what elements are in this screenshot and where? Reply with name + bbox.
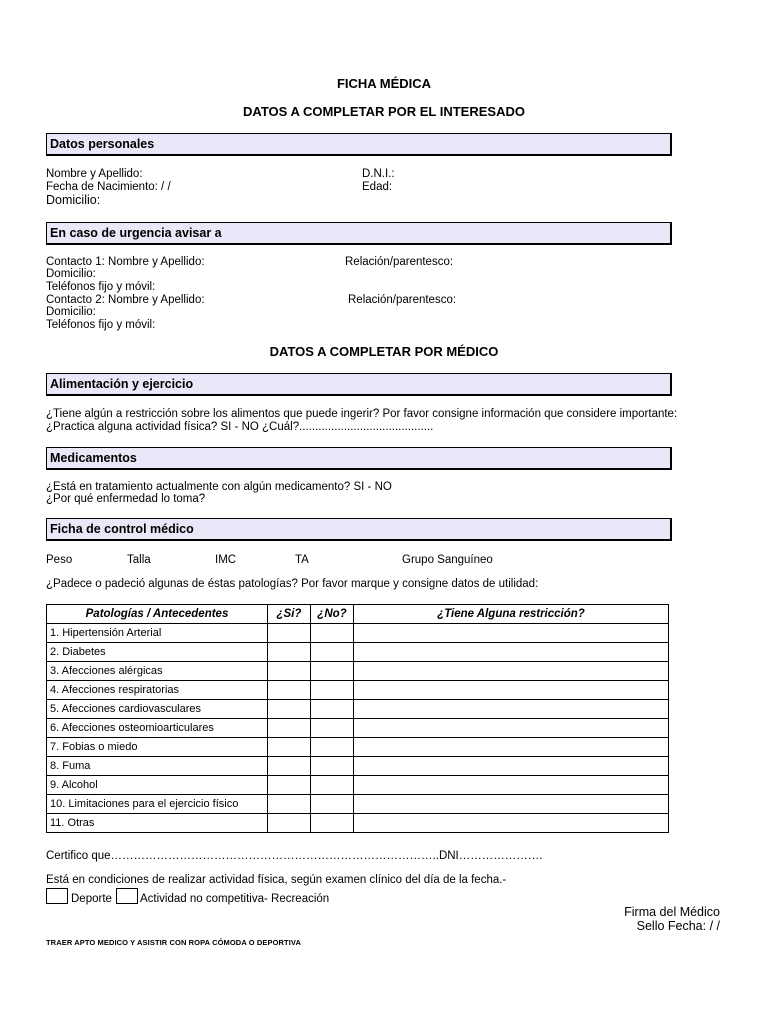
cell-no[interactable] [311,719,354,738]
field-contacto1-telefono[interactable]: Teléfonos fijo y móvil: [46,281,156,293]
field-contacto1-nombre[interactable]: Contacto 1: Nombre y Apellido: [46,256,205,268]
question-restriccion-alimentos: ¿Tiene algún a restricción sobre los alimentos que puede ingerir? Por favor consigne información que considere importante: [46,408,678,420]
cell-si[interactable] [268,700,311,719]
row-label: 1. Hipertensión Arterial [47,624,268,643]
field-peso[interactable]: Peso [46,554,73,566]
field-imc[interactable]: IMC [215,554,237,566]
cell-restriccion[interactable] [354,700,669,719]
row-label: 9. Alcohol [47,776,268,795]
field-talla[interactable]: Talla [127,554,151,566]
table-row [47,795,669,814]
table-row [47,643,669,662]
cell-si[interactable] [268,814,311,833]
table-row [47,776,669,795]
section-control-medico: Ficha de control médico [46,518,672,541]
label-deporte: Deporte [71,893,112,905]
doctor-section-title: DATOS A COMPLETAR POR MÉDICO [269,344,499,359]
table-row [47,719,669,738]
row-label: 4. Afecciones respiratorias [47,681,268,700]
cell-restriccion[interactable] [354,719,669,738]
field-contacto1-domicilio[interactable]: Domicilio: [46,268,96,280]
section-datos-personales: Datos personales [46,133,672,156]
firma-medico: Firma del Médico [624,905,720,919]
table-row [47,624,669,643]
cell-no[interactable] [311,643,354,662]
field-contacto2-telefono[interactable]: Teléfonos fijo y móvil: [46,319,156,331]
cell-restriccion[interactable] [354,681,669,700]
table-row [47,681,669,700]
certify-condition: Está en condiciones de realizar actividad física, según examen clínico del día de la fecha.- [46,874,507,886]
row-label: 11. Otras [47,814,268,833]
question-enfermedad: ¿Por qué enfermedad lo toma? [46,493,206,505]
field-edad[interactable]: Edad: [362,181,393,193]
section-alimentacion: Alimentación y ejercicio [46,373,672,396]
cell-no[interactable] [311,700,354,719]
question-tratamiento: ¿Está en tratamiento actualmente con algún medicamento? SI - NO [46,481,392,493]
cell-si[interactable] [268,624,311,643]
cell-restriccion[interactable] [354,624,669,643]
cell-si[interactable] [268,643,311,662]
cell-restriccion[interactable] [354,662,669,681]
row-label: 3. Afecciones alérgicas [47,662,268,681]
cell-restriccion[interactable] [354,643,669,662]
header-si: ¿Si? [268,605,311,624]
checkbox-actividad-no-competitiva[interactable] [116,888,138,904]
form-title: FICHA MÉDICA [336,76,432,91]
section-urgencia: En caso de urgencia avisar a [46,222,672,245]
cell-restriccion[interactable] [354,757,669,776]
field-ta[interactable]: TA [295,554,309,566]
cell-restriccion[interactable] [354,776,669,795]
cell-si[interactable] [268,795,311,814]
row-label: 7. Fobias o miedo [47,738,268,757]
question-actividad-fisica: ¿Practica alguna actividad física? SI - NO ¿Cuál?.......................................... [46,421,434,433]
field-contacto2-domicilio[interactable]: Domicilio: [46,306,96,318]
cell-restriccion[interactable] [354,814,669,833]
row-label: 10. Limitaciones para el ejercicio físico [47,795,268,814]
field-contacto2-relacion[interactable]: Relación/parentesco: [348,294,457,306]
cell-si[interactable] [268,757,311,776]
form-subtitle: DATOS A COMPLETAR POR EL INTERESADO [243,104,525,119]
table-row [47,814,669,833]
cell-si[interactable] [268,776,311,795]
cell-no[interactable] [311,757,354,776]
table-header-row [47,605,669,624]
field-contacto1-relacion[interactable]: Relación/parentesco: [345,256,454,268]
cell-no[interactable] [311,814,354,833]
checkbox-deporte[interactable] [46,888,68,904]
header-no: ¿No? [311,605,354,624]
cell-no[interactable] [311,738,354,757]
field-nombre[interactable]: Nombre y Apellido: [46,168,143,180]
row-label: 6. Afecciones osteomioarticulares [47,719,268,738]
cell-no[interactable] [311,776,354,795]
footer-note: TRAER APTO MEDICO Y ASISTIR CON ROPA CÓMODA O DEPORTIVA [46,938,301,947]
cell-no[interactable] [311,624,354,643]
cell-si[interactable] [268,681,311,700]
field-contacto2-nombre[interactable]: Contacto 2: Nombre y Apellido: [46,294,205,306]
table-row [47,662,669,681]
header-patologias: Patologías / Antecedentes [47,605,268,624]
cell-si[interactable] [268,662,311,681]
table-row [47,700,669,719]
field-dni[interactable]: D.N.I.: [362,168,395,180]
cell-no[interactable] [311,795,354,814]
table-row [47,738,669,757]
cell-no[interactable] [311,662,354,681]
row-label: 5. Afecciones cardiovasculares [47,700,268,719]
cell-si[interactable] [268,719,311,738]
field-grupo-sanguineo[interactable]: Grupo Sanguíneo [402,554,493,566]
question-patologias: ¿Padece o padeció algunas de éstas patologías? Por favor marque y consigne datos de utilidad: [46,578,539,590]
row-label: 8. Fuma [47,757,268,776]
patologias-table [46,604,669,833]
label-actividad-no-competitiva: Actividad no competitiva- Recreación [140,893,330,905]
cell-si[interactable] [268,738,311,757]
cell-no[interactable] [311,681,354,700]
field-fecha-nacimiento[interactable]: Fecha de Nacimiento: / / [46,181,171,193]
cell-restriccion[interactable] [354,795,669,814]
cell-restriccion[interactable] [354,738,669,757]
table-row [47,757,669,776]
row-label: 2. Diabetes [47,643,268,662]
sello-fecha: Sello Fecha: / / [636,919,720,933]
header-restriccion: ¿Tiene Alguna restricción? [354,605,669,624]
section-medicamentos: Medicamentos [46,447,672,470]
certify-line[interactable]: Certifico que…………………………………………………………………………..DNI…………………. [46,850,543,862]
field-domicilio[interactable]: Domicilio: [46,193,101,207]
